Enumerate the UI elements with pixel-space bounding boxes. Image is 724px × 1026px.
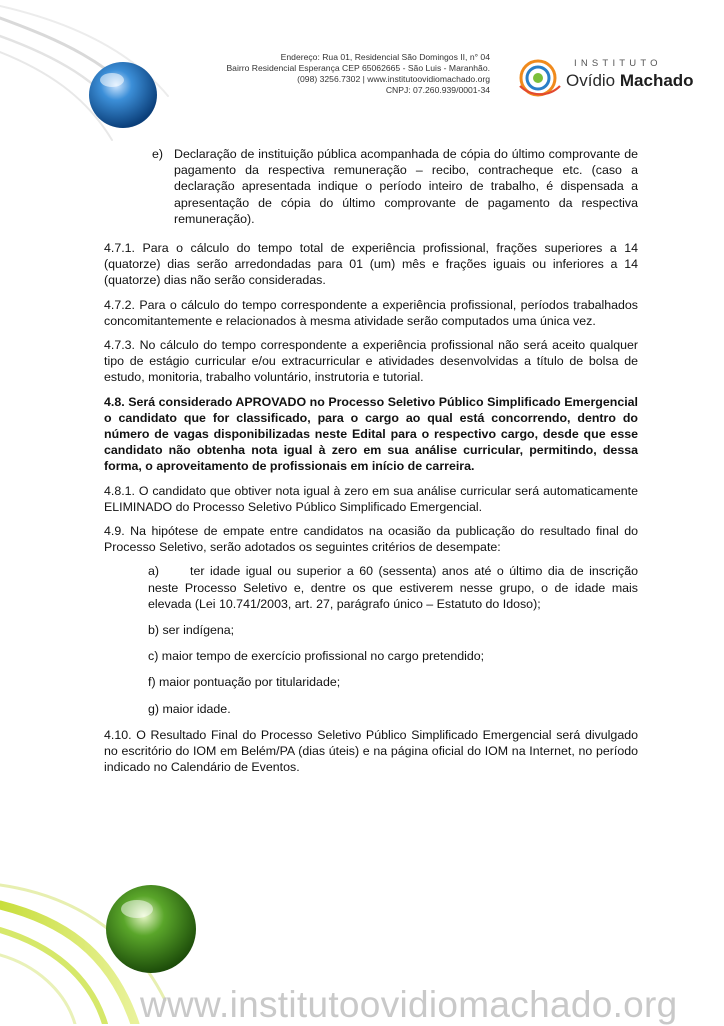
address-line: Bairro Residencial Esperança CEP 65062665 - São Luis - Maranhão. (226, 63, 490, 73)
criterion-a-label: a) (148, 564, 160, 579)
list-item-e (152, 146, 638, 227)
paragraph-4-8: 4.8. Será considerado APROVADO no Processo Seletivo Público Simplificado Emergencial o candidato que for classificado, para o cargo ao qual está concorrendo, dentro do número de vagas disponibilizadas neste Edital para o respectivo cargo, desde que esse candidato não obtenha nota igual à zero em sua análise curricular, permitindo, dessa forma, o aproveitamento de profissionais em início de carreira. (104, 394, 638, 474)
criterion-a-text: ter idade igual ou superior a 60 (sessenta) anos até o último dia de inscrição neste Processo Seletivo e, dentre os que estiverem nesse grupo, o de idade mais elevada (Lei 10.741/2003, art. 27, parágrafo único – Estatuto do Idoso); (148, 564, 638, 611)
paragraph-4-10: 4.10. O Resultado Final do Processo Seletivo Público Simplificado Emergencial será divulgado no escritório do IOM em Belém/PA (dias úteis) e na página oficial do IOM na Internet, no período indicado no Calendário de Eventos. (104, 727, 638, 775)
header-address (180, 52, 490, 96)
address-line: (098) 3256.7302 | www.institutoovidiomachado.org (297, 74, 490, 84)
footer-website: www.institutoovidiomachado.org (140, 984, 678, 1025)
criterion-f: f) maior pontuação por titularidade; (148, 675, 341, 690)
document-body (104, 240, 638, 783)
blue-orb-icon (89, 62, 157, 128)
paragraph-4-8-1: 4.8.1. O candidato que obtiver nota igual à zero em sua análise curricular será automaticamente ELIMINADO do Processo Seletivo Público Simplificado Emergencial. (104, 483, 638, 514)
logo-name-last: Machado (619, 71, 694, 90)
address-line: CNPJ: 07.260.939/0001-34 (385, 85, 490, 95)
logo-institute-word: INSTITUTO (574, 58, 662, 69)
tiebreak-criteria-list (104, 563, 638, 716)
criterion-a (148, 563, 638, 612)
green-orb-icon (106, 885, 196, 973)
criterion-g: g) maior idade. (148, 701, 231, 716)
list-marker: e) (152, 147, 164, 161)
paragraph-4-9: 4.9. Na hipótese de empate entre candidatos na ocasião da publicação do resultado final do Processo Seletivo, serão adotados os seguintes critérios de desempate: (104, 524, 638, 555)
paragraph-4-7-2: 4.7.2. Para o cálculo do tempo correspondente a experiência profissional, períodos trabalhados concomitantemente e relacionados à mesma atividade serão computados uma única vez. (104, 297, 638, 328)
list-item-text: Declaração de instituição pública acompanhada de cópia do último comprovante de pagamento da respectiva remuneração – recibo, contracheque etc. (caso a declaração apresentada indique o período inteiro de trabalho, é dispensada a apresentação de cópia do último comprovante de pagamento da respectiva remuneração). (174, 147, 638, 226)
paragraph-4-7-3: 4.7.3. No cálculo do tempo correspondente a experiência profissional não será aceito qualquer tipo de estágio curricular e/ou extracurricular e atividades desenvolvidas a título de bolsa de estudo, monitoria, trabalho voluntário, instrutoria e tutorial. (104, 338, 638, 385)
address-line: Endereço: Rua 01, Residencial São Domingos II, n° 04 (280, 52, 490, 62)
logo-name (566, 71, 694, 91)
institute-logo (516, 56, 696, 100)
logo-name-first: Ovídio (566, 71, 616, 90)
criterion-c: c) maior tempo de exercício profissional no cargo pretendido; (148, 649, 485, 664)
paragraph-4-7-1: 4.7.1. Para o cálculo do tempo total de experiência profissional, frações superiores a 14 (quatorze) dias serão arredondadas para 01 (um) mês e frações iguais ou inferiores a 14 (quatorze) dias não serão consideradas. (104, 241, 638, 288)
logo-mark-icon (516, 56, 566, 100)
criterion-b: b) ser indígena; (148, 623, 235, 638)
